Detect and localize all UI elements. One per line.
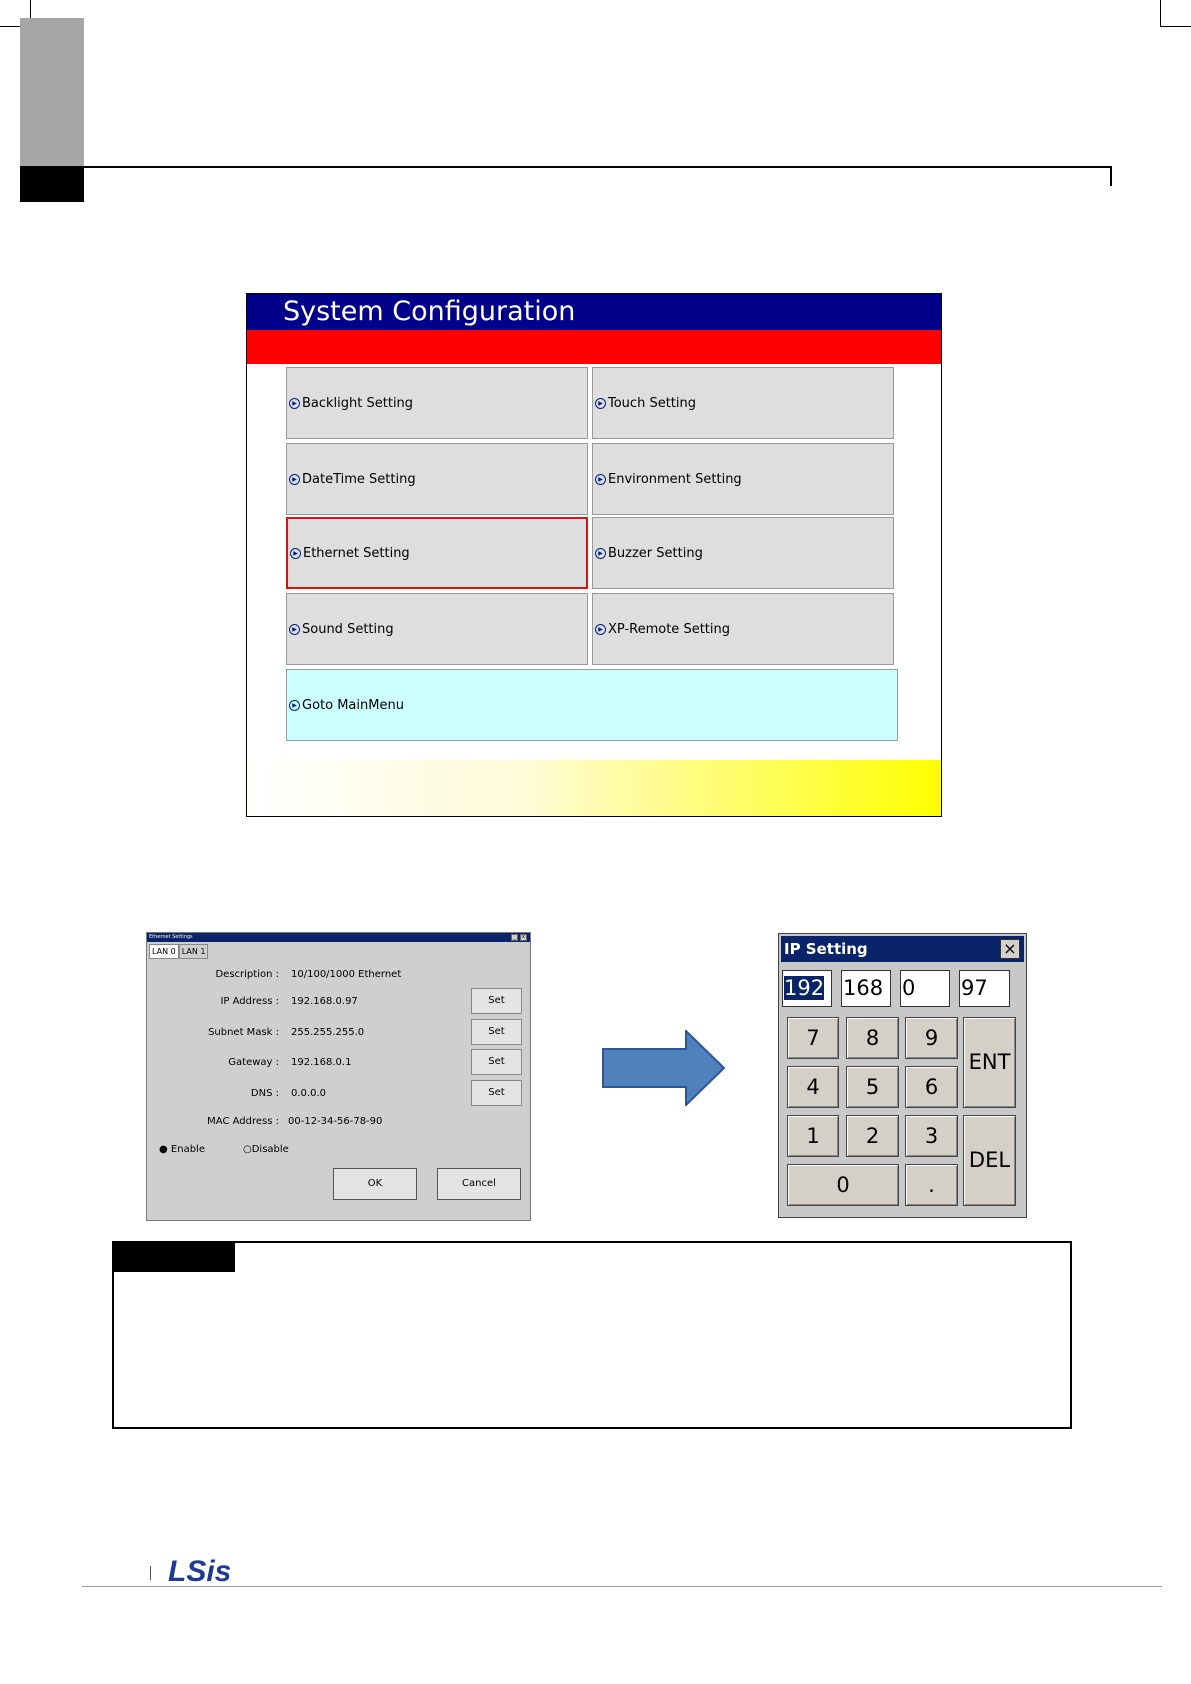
sound-setting-button[interactable] [286, 593, 588, 665]
key-1-button[interactable]: 1 [787, 1115, 839, 1157]
key-9-button[interactable]: 9 [905, 1017, 958, 1059]
subnet-mask-value: 255.255.255.0 [291, 1027, 365, 1038]
note-box [112, 1241, 1072, 1429]
right-arrow-icon [602, 1030, 726, 1106]
button-label: XP-Remote Setting [608, 621, 730, 637]
chapter-tab-marker [20, 168, 84, 202]
key-0-button[interactable]: 0 [787, 1164, 899, 1206]
close-icon[interactable]: × [1000, 939, 1020, 959]
backlight-setting-button[interactable] [286, 367, 588, 439]
dns-set-button[interactable]: Set [471, 1080, 522, 1106]
chapter-tab [20, 18, 84, 168]
arrow-bullet-icon: ▶ [290, 548, 301, 559]
red-band [247, 330, 941, 364]
arrow-bullet-icon: ▶ [595, 398, 606, 409]
note-label-tab [114, 1243, 235, 1272]
logo-text: LSis [168, 1555, 232, 1587]
environment-setting-button[interactable] [592, 443, 894, 515]
button-label: Sound Setting [302, 621, 394, 637]
buzzer-setting-button[interactable] [592, 517, 894, 589]
radio-label: Disable [251, 1144, 289, 1155]
button-label: Backlight Setting [302, 395, 414, 411]
mac-address-label: MAC Address : [207, 1116, 279, 1127]
header-tick [1110, 166, 1112, 186]
key-5-button[interactable]: 5 [846, 1066, 899, 1108]
button-label: Ethernet Setting [303, 545, 410, 561]
button-label: Touch Setting [608, 395, 696, 411]
key-7-button[interactable]: 7 [787, 1017, 839, 1059]
close-icon[interactable]: x [520, 934, 527, 941]
gateway-label: Gateway : [228, 1057, 279, 1068]
touch-setting-button[interactable] [592, 367, 894, 439]
ip-octet-2-field[interactable] [841, 970, 891, 1007]
goto-mainmenu-button[interactable] [286, 669, 898, 741]
delete-button[interactable]: DEL [963, 1115, 1016, 1206]
key-dot-button[interactable]: . [905, 1164, 958, 1206]
ip-octet-3-field[interactable] [900, 970, 950, 1007]
xp-remote-setting-button[interactable] [592, 593, 894, 665]
arrow-bullet-icon: ▶ [289, 700, 300, 711]
lan-tabs [149, 944, 208, 957]
subnet-mask-set-button[interactable]: Set [471, 1019, 522, 1045]
octet-value: 97 [961, 976, 988, 1000]
subnet-mask-label: Subnet Mask : [208, 1027, 279, 1038]
gateway-value: 192.168.0.1 [291, 1057, 352, 1068]
description-value: 10/100/1000 Ethernet [291, 969, 402, 980]
disable-radio[interactable] [243, 1144, 289, 1155]
tab-lan0[interactable]: LAN 0 [149, 944, 179, 959]
dns-value: 0.0.0.0 [291, 1088, 326, 1099]
tab-lan1[interactable]: LAN 1 [179, 944, 209, 959]
dialog-title [781, 936, 1024, 962]
lsis-logo [166, 1553, 258, 1587]
ip-octet-4-field[interactable] [959, 970, 1010, 1007]
ok-button[interactable]: OK [333, 1168, 417, 1200]
arrow-bullet-icon: ▶ [595, 624, 606, 635]
key-8-button[interactable]: 8 [846, 1017, 899, 1059]
arrow-bullet-icon: ▶ [595, 548, 606, 559]
key-6-button[interactable]: 6 [905, 1066, 958, 1108]
crop-mark [1160, 26, 1191, 27]
octet-value: 168 [843, 976, 884, 1000]
enter-button[interactable]: ENT [963, 1017, 1016, 1108]
button-label: Buzzer Setting [608, 545, 703, 561]
radio-checked-icon: ● [159, 1144, 168, 1155]
datetime-setting-button[interactable] [286, 443, 588, 515]
ip-address-value: 192.168.0.97 [291, 996, 358, 1007]
dns-label: DNS : [250, 1088, 279, 1099]
octet-value: 192 [784, 976, 825, 1000]
gateway-set-button[interactable]: Set [471, 1049, 522, 1075]
dialog-title: Ethernet Settings [147, 933, 530, 942]
ethernet-setting-button[interactable] [286, 517, 588, 589]
key-2-button[interactable]: 2 [846, 1115, 899, 1157]
ip-octet-1-field[interactable] [782, 970, 832, 1007]
key-3-button[interactable]: 3 [905, 1115, 958, 1157]
button-label: Goto MainMenu [302, 697, 404, 713]
key-4-button[interactable]: 4 [787, 1066, 839, 1108]
arrow-bullet-icon: ▶ [289, 398, 300, 409]
minimize-icon[interactable]: _ [511, 934, 518, 941]
arrow-bullet-icon: ▶ [595, 474, 606, 485]
radio-unchecked-icon: ○ [243, 1144, 252, 1155]
system-configuration-screen [246, 293, 942, 817]
ip-address-set-button[interactable]: Set [471, 988, 522, 1014]
arrow-bullet-icon: ▶ [289, 624, 300, 635]
arrow-bullet-icon: ▶ [289, 474, 300, 485]
crop-mark [1160, 0, 1161, 26]
system-configuration-title: System Configuration [247, 294, 941, 330]
ip-setting-dialog [778, 933, 1027, 1218]
ip-address-label: IP Address : [220, 996, 279, 1007]
button-label: Environment Setting [608, 471, 742, 487]
radio-label: Enable [170, 1144, 205, 1155]
cancel-button[interactable]: Cancel [437, 1168, 521, 1200]
mac-address-value: 00-12-34-56-78-90 [288, 1116, 383, 1127]
ethernet-settings-dialog [146, 932, 531, 1221]
description-label: Description : [215, 969, 279, 980]
title-text: IP Setting [784, 940, 868, 958]
octet-value: 0 [902, 976, 916, 1000]
header-rule [20, 166, 1112, 168]
button-label: DateTime Setting [302, 471, 416, 487]
yellow-gradient-band [247, 760, 941, 816]
footer-divider [150, 1566, 151, 1580]
enable-radio[interactable] [159, 1144, 205, 1155]
